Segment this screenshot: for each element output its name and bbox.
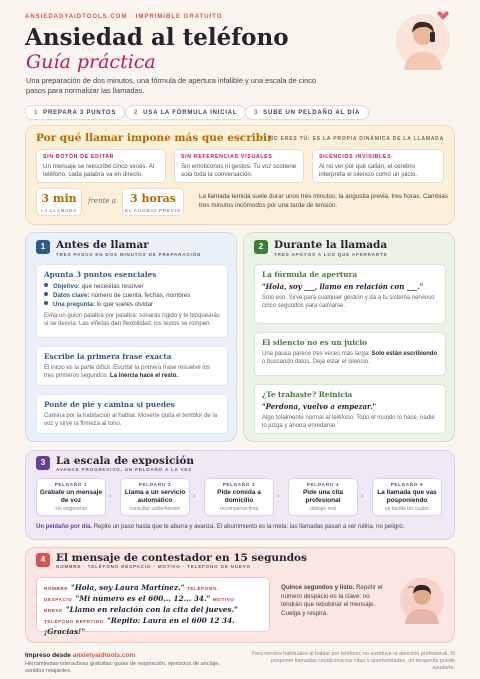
page-title: Ansiedad al teléfono	[25, 24, 289, 51]
bullet-objective: Objetivo: qué necesitas resolver	[44, 282, 220, 291]
before-box-points: Apunta 3 puntos esenciales Objetivo: qué necesitas resolver Datos clave: número de cuenta, fechas, nombres Una pregunta: lo que sueles olvidar Evita un guion palabra por palabra: sonarás rígido y te bloquearás si se desvía. Las viñetas dan flexibilidad; los textos se rompen.	[36, 264, 228, 338]
before-heading: Antes de llamar	[56, 239, 149, 251]
during-box-silence: El silencio no es un juicio Una pausa parece tres veces más larga. Solo están escribiendo o buscando datos. Deja estar el silencio.	[254, 332, 446, 376]
pill-step-1: 1 PREPARA 3 PUNTOS	[25, 105, 125, 120]
before-box-walk: Ponte de pie y camina si puedes Camina por la habitación al hablar. Moverte quita el temblor de la voz y sirve la firmeza al tono.	[36, 394, 228, 434]
during-heading: Durante la llamada	[274, 239, 388, 251]
arrow-right-icon: ›	[277, 491, 280, 500]
ladder-step-5: PELDAÑO 5 La llamada que vas posponiendo ya facilite las cuatro	[372, 478, 442, 516]
why-heading: Por qué llamar impone más que escribir	[36, 132, 273, 144]
ladder-step-3: PELDAÑO 3 Pide comida a domicilio recompensa final	[204, 478, 274, 516]
bullet-data: Datos clave: número de cuenta, fechas, nombres	[44, 291, 220, 300]
bullet-dot-icon	[44, 292, 48, 296]
why-card-visual: SIN REFERENCIAS VISUALES Sin emoticonos ni gestos. Tu voz sostiene sola toda la conversación.	[174, 149, 304, 183]
section-number-2: 2	[254, 240, 268, 254]
voicemail-subheading: NOMBRE · TELÉFONO DESPACIO · MOTIVO · TELÉFONO DE NUEVO	[56, 564, 252, 569]
before-box-first-line: Escribe la primera frase exacta El inicio es la parte difícil. Escribir la primera frase resuelve los tres primeros segundos. La inercia hace el resto.	[36, 346, 228, 386]
voicemail-heading: El mensaje de contestador en 15 segundos	[56, 552, 307, 564]
footer-link[interactable]: anxietyaidtools.com	[72, 652, 136, 659]
footer-disclaimer: Para nervios habituales al hablar por teléfono; no sustituye la atención profesional. Si posponer llamadas condiciona tus citas u oportunidades, un terapeuta puede ayudarte.	[251, 651, 455, 671]
stat-note: La llamada temida suele durar unos tres minutos; la angustia previa, tres horas. Cambias tres minutos incómodos por una tarde de tensión.	[199, 193, 448, 209]
intro-text: Una preparación de dos minutos, una fórmula de apertura infalible y una escala de cinco pasos para normalizar las llamadas.	[26, 76, 317, 95]
arrow-right-icon: ›	[109, 491, 112, 500]
person-phone-illustration	[392, 8, 450, 70]
why-card-silence: SILENCIOS INVISIBLES Al no ver por qué callan, el cerebro interpreta el silencio como un juicio.	[312, 149, 444, 183]
during-subheading: TRES APOYOS A LOS QUE AFERRARTE	[274, 252, 388, 257]
why-card-edit: SIN BOTÓN DE EDITAR Un mensaje se reescribe cinco veces. Al teléfono, cada palabra va en directo.	[36, 149, 166, 183]
page-subtitle: Guía práctica	[26, 51, 156, 73]
ladder-step-4: PELDAÑO 4 Pide una cita profesional diálogo real	[288, 478, 358, 516]
bullet-dot-icon	[44, 283, 48, 287]
pill-step-3: 3 SUBE UN PELDAÑO AL DÍA	[245, 105, 369, 120]
stat-call-duration: 3 min LA LLAMADA	[36, 188, 82, 216]
bullet-dot-icon	[44, 301, 48, 305]
arrow-right-icon: ›	[361, 491, 364, 500]
bullet-question: Una pregunta: lo que sueles olvidar	[44, 300, 220, 309]
section-number-1: 1	[36, 240, 50, 254]
during-box-formula: La fórmula de apertura "Hola, soy ___, llamo en relación con ___." Solo eso. Sirve para cualquier gestión y da a tu sistema nervioso cinco segundos para calmarse.	[254, 264, 446, 324]
person-relaxed-illustration	[398, 574, 446, 624]
ladder-step-2: PELDAÑO 2 Llama a un servicio automático consultar saldo/horario	[120, 478, 190, 516]
why-tagline: NO ERES TÚ: ES LA PROPIA DINÁMICA DE LA LLAMADA	[269, 136, 444, 142]
stat-versus: frente a	[88, 197, 116, 205]
voicemail-script: NOMBRE "Hola, soy Laura Martínez." TELÉFONO, DESPACIO "Mi número es el 600... 12... 34." MOTIVO BREVE "Llamo en relación con la cita del jueves." TELÉFONO REPETIDO "Repito: Laura en el 600 12 34. ¡Gracias!"	[36, 577, 270, 632]
ladder-note: Un peldaño por día. Repite un paso hasta que te aburra y avanza. El aburrimiento es la meta: las llamadas pasan a ser rutina, no peligro.	[36, 524, 405, 530]
section-number-4: 4	[36, 553, 50, 567]
footer-source: Impreso desde anxietyaidtools.com	[25, 652, 136, 659]
during-box-restart: ¿Te trabaste? Reinicia "Perdona, vuelvo a empezar." Algo totalmente normal al teléfono. Todo el mundo lo hace, nadie lo juzga y ahorra enredarse.	[254, 384, 446, 434]
footer-description: Herramientas interactivas gratuitas: guías de respiración, ejercicios de anclaje, sonidos relajantes.	[25, 661, 220, 674]
ladder-heading: La escala de exposición	[56, 455, 194, 467]
before-subheading: TRES PASOS EN DOS MINUTOS DE PREPARACIÓN	[56, 252, 202, 257]
brand-line: ANSIEDADYAIDTOOLS.COM · IMPRIMIBLE GRATUITO	[25, 14, 223, 20]
ladder-subheading: AVANCE PROGRESIVO, UN PELDAÑO A LA VEZ	[56, 467, 192, 472]
arrow-right-icon: ›	[193, 491, 196, 500]
ladder-step-1: PELDAÑO 1 Grábate un mensaje de voz sin exigencias	[36, 478, 106, 516]
pill-step-2: 2 USA LA FÓRMULA INICIAL	[125, 105, 246, 120]
stat-anxiety-duration: 3 horas EL AGOBIO PREVIO	[122, 188, 184, 216]
voicemail-note: Quince segundos y listo. Repetir el número despacio es la clave: no tendrán que rebobinar el mensaje. Cuelga y respira.	[281, 584, 383, 617]
section-number-3: 3	[36, 456, 50, 470]
